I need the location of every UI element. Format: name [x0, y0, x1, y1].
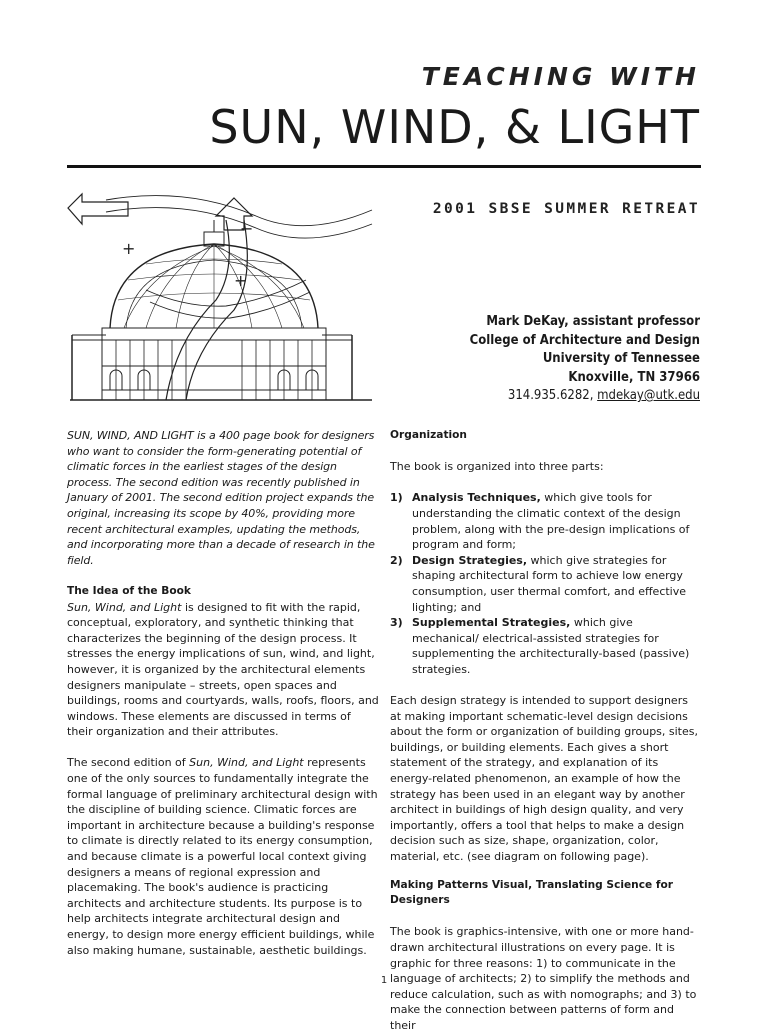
intro-paragraph: SUN, WIND, AND LIGHT is a 400 page book for designers who want to consider the form-generating potential of climatic forces in the earliest stages of the design process. The second edition was recently published in January of 2001. The second edition project expands the original, increasing its scope by 40%, providing more recent architectural examples, updating the methods, and incorporating more than a decade of research in the field. — [67, 429, 375, 567]
patterns-heading: Making Patterns Visual, Translating Science for Designers — [390, 878, 673, 907]
title-kicker: TEACHING WITH — [421, 62, 700, 91]
plus-sign-right: + — [234, 271, 248, 290]
strategy-paragraph: Each design strategy is intended to support designers at making important schematic-level design decisions about the form or organization of building groups, sites, buildings, or building elements. Each gives a short statement of the strategy, and explanation of its energy-related phenomenon, an example of how the strategy has been used in an elegant way by another architect in buildings of high design quality, and very importantly, offers a tool that helps to make a design decision such as size, shape, organization, color, material, etc. (see diagram on following page). — [390, 694, 698, 864]
idea-heading: The Idea of the Book — [67, 584, 191, 597]
second-body: represents one of the only sources to fundamentally integrate the formal language of preliminary architectural design with the discipline of building science. Climatic forces are important in architecture because a building's response to climate is directly related to its energy consumption, and because climate is a powerful local context giving designers a means of regional expression and placemaking. The book's audience is practicing architects and architecture students. Its purpose is to help architects integrate architectural design and energy, to design more energy efficient buildings, while also making humane, sustainable, aesthetic buildings. — [67, 756, 378, 957]
author-contact — [470, 387, 700, 406]
organization-heading: Organization — [390, 429, 467, 441]
page-title: SUN, WIND, & LIGHT — [209, 100, 700, 154]
author-block — [470, 313, 700, 406]
minus-sign: − — [240, 219, 254, 238]
idea-paragraph — [67, 600, 379, 740]
subtitle: 2001 SBSE SUMMER RETREAT — [432, 201, 700, 217]
plus-sign-left: + — [122, 239, 136, 258]
list-item — [390, 553, 702, 615]
left-column — [67, 428, 379, 958]
list-desc: which give strategies for shaping architectural form to achieve low energy consumption, user thermal comfort, and effective lighting; and — [412, 553, 687, 614]
list-number: 3) — [390, 616, 403, 630]
title-rule — [67, 165, 701, 168]
author-university: University of Tennessee — [542, 351, 700, 366]
list-term: Supplemental Strategies, — [412, 616, 571, 630]
second-pre: The second edition of — [67, 756, 190, 770]
author-phone: 314.935.6282, — [507, 388, 598, 403]
second-book-title: Sun, Wind, and Light — [189, 756, 304, 770]
patterns-paragraph: The book is graphics-intensive, with one or more hand-drawn architectural illustrations on every page. It is graphic for three reasons: 1) to communicate in the language of architects; 2) to simplify the methods and reduce calculation, such as with nomographs; and 3) to make the connection between patterns of form and their — [390, 925, 697, 1032]
author-email-link[interactable]: mdekay@utk.edu — [597, 388, 700, 403]
list-term: Design Strategies, — [412, 553, 528, 567]
second-edition-paragraph — [67, 755, 379, 958]
page-number: 1 — [380, 975, 388, 986]
right-column — [390, 428, 702, 1034]
author-college: College of Architecture and Design — [469, 332, 700, 348]
idea-book-title: Sun, Wind, and Light — [67, 600, 182, 614]
list-number: 1) — [390, 491, 403, 505]
list-term: Analysis Techniques, — [412, 491, 541, 505]
list-desc: which give tools for understanding the climatic context of the design problem, along with the pre-design implications of program and form; — [412, 491, 690, 552]
idea-body: is designed to fit with the rapid, conceptual, exploratory, and synthetic thinking that characterizes the beginning of the design process. It stresses the energy implications of sun, wind, and light, however, it is organized by the architectural elements designers manipulate – streets, open spaces and buildings, rooms and courtyards, walls, roofs, floors, and windows. These elements are discussed in terms of their organization and their attributes. — [67, 600, 379, 739]
list-item — [390, 490, 702, 552]
list-desc: which give mechanical/ electrical-assisted strategies for supplementing the architecturally-based (passive) strategies. — [412, 616, 690, 676]
list-item — [390, 615, 702, 677]
author-city: Knoxville, TN 37966 — [568, 369, 700, 385]
organization-intro: The book is organized into three parts: — [390, 460, 604, 474]
author-name: Mark DeKay, assistant professor — [486, 314, 700, 329]
dome-illustration — [66, 190, 376, 408]
list-number: 2) — [390, 553, 403, 567]
dome-sketch — [66, 190, 376, 408]
